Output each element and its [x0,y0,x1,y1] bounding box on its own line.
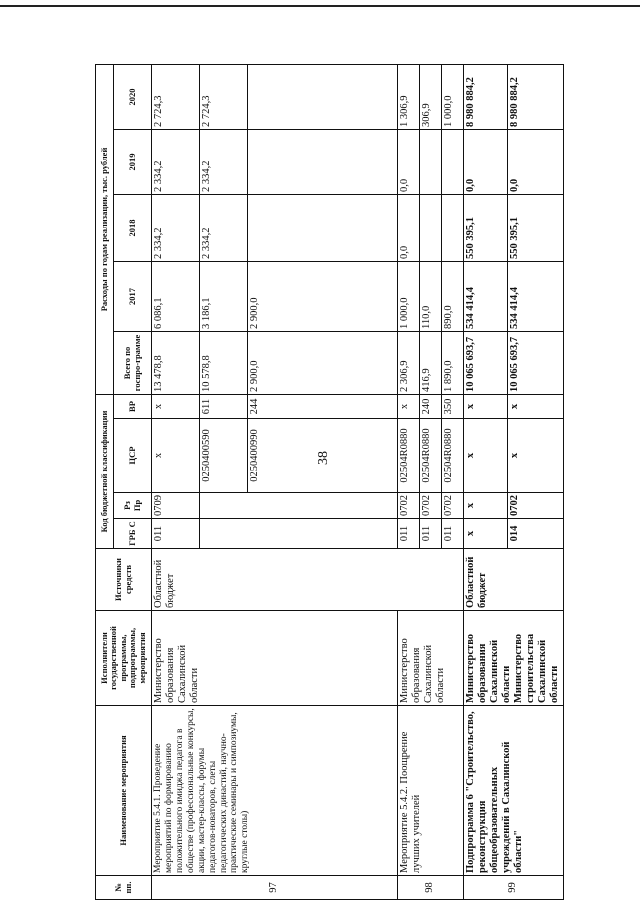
cell-2017: 534 414,4 [507,262,563,332]
cell-grbs: 014 [507,519,563,549]
cell-total: 416,9 [420,332,442,395]
executor: Министерство образования Сахалинской области [152,611,398,706]
cell-total: 13 478,8 [152,332,200,395]
cell-grbs: 011 [420,519,442,549]
cell-vr: 240 [420,395,442,419]
cell-2019-empty [248,130,398,195]
cell-total: 10 578,8 [200,332,248,395]
cell-2018-empty [442,195,464,262]
cell-rzpr: 0702 [420,493,442,519]
cell-2018: 2 334,2 [200,195,248,262]
cell-csr: 0250400990 [248,419,398,493]
budget-table-rotated [95,65,560,900]
top-rule [0,5,640,7]
cell-vr: x [507,395,563,419]
cell-2018: 2 334,2 [152,195,200,262]
measure-name: Мероприятие 5.4.2. Поощрение лучших учителей [398,706,464,876]
cell-2019: 2 334,2 [152,130,200,195]
row-number: 98 [398,876,464,900]
cell-csr: x [507,419,563,493]
cell-rzpr: x [464,493,508,519]
cell-2019: 2 334,2 [200,130,248,195]
row-number: 97 [152,876,398,900]
table-row [398,64,420,899]
header-executor: Исполнители государственной программы, подпрограммы, мероприятия [96,611,152,706]
cell-2020: 2 724,3 [200,64,248,129]
cell-csr: 02504R0880 [420,419,442,493]
cell-vr: 350 [442,395,464,419]
cell-total: 10 065 693,7 [464,332,508,395]
cell-csr: x [152,419,200,493]
cell-vr: 611 [200,395,248,419]
cell-vr: x [398,395,420,419]
cell-2020: 306,9 [420,64,442,129]
cell-2017: 110,0 [420,262,442,332]
executor: Министерство образования Сахалинской области [398,611,464,706]
cell-2018-empty [248,195,398,262]
cell-grbs: 011 [442,519,464,549]
cell-2017: 2 900,0 [248,262,398,332]
funding-source: Областной бюджет [464,549,564,611]
cell-2017: 3 186,1 [200,262,248,332]
cell-2019: 0,0 [398,130,420,195]
cell-2017: 890,0 [442,262,464,332]
cell-total: 2 900,0 [248,332,398,395]
page-number: 38 [316,451,331,465]
cell-2018: 0,0 [398,195,420,262]
cell-grbs: 011 [152,519,200,549]
cell-2019-empty [420,130,442,195]
cell-vr: x [152,395,200,419]
cell-total: 1 890,0 [442,332,464,395]
cell-rzpr: 0702 [507,493,563,519]
cell-vr: x [464,395,508,419]
cell-grbs: x [464,519,508,549]
header-total: Всего по госпро-грамме [114,332,152,395]
executor [464,611,564,706]
header-code-group: Код бюджетной классификации [96,395,114,549]
header-2020: 2020 [114,64,152,129]
header-vr: ВР [114,395,152,419]
funding-source: Областной бюджет [152,549,464,611]
cell-2020: 2 724,3 [152,64,200,129]
cell-2020: 1 000,0 [442,64,464,129]
cell-rzpr: 0709 [152,493,200,519]
cell-rzpr: 0702 [442,493,464,519]
cell-2020: 8 980 884,2 [464,64,508,129]
cell-total: 10 065 693,7 [507,332,563,395]
cell-2020: 8 980 884,2 [507,64,563,129]
cell-2019-empty [442,130,464,195]
cell-2018: 550 395,1 [507,195,563,262]
cell-2020: 1 306,9 [398,64,420,129]
header-expense-group: Расходы по годам реализации, тыс. рублей [96,64,114,394]
executor-construction: Министерство строительства Сахалинской области [513,633,561,703]
cell-grbs: 011 [398,519,420,549]
header-2018: 2018 [114,195,152,262]
header-2017: 2017 [114,262,152,332]
cell-rzpr: 0702 [398,493,420,519]
cell-csr: 0250400590 [200,419,248,493]
cell-2017: 1 000,0 [398,262,420,332]
cell-csr: 02504R0880 [442,419,464,493]
header-rzpr: Рз Пр [114,493,152,519]
executor-education: Министерство образования Сахалинской области [465,633,513,703]
cell-2018: 550 395,1 [464,195,508,262]
table-row [152,64,200,899]
header-source: Источники средств [96,549,152,611]
header-name: Наименование мероприятия [96,706,152,876]
cell-csr: 02504R0880 [398,419,420,493]
measure-name: Мероприятие 5.4.1. Проведение мероприятий по формированию положительного имиджа педагога в обществе (профессиональные конкурсы, акции, мастер-классы, форумы педагогов-новаторов, слеты педагогических династий, научно-практические семинары и симпозиумы, круглые столы) [152,706,398,876]
table-row [464,64,508,899]
subprogram-name: Подпрограмма 6 "Строительство, реконструкция общеобразовательных учреждений в Сахалинской области" [464,706,564,876]
cell-2019: 0,0 [507,130,563,195]
budget-table [95,64,564,900]
cell-2020-empty [248,64,398,129]
header-num: № пп. [96,876,152,900]
header-grbs: ГРБ С [114,519,152,549]
cell-2019: 0,0 [464,130,508,195]
header-2019: 2019 [114,130,152,195]
cell-vr: 244 [248,395,398,419]
cell-2017: 6 086,1 [152,262,200,332]
row-number: 99 [464,876,564,900]
header-csr: ЦСР [114,419,152,493]
cell-2018-empty [420,195,442,262]
cell-rzpr-empty [200,493,398,519]
cell-grbs-empty [200,519,398,549]
cell-2017: 534 414,4 [464,262,508,332]
cell-total: 2 306,9 [398,332,420,395]
budget-table-sheet [95,65,560,900]
cell-csr: x [464,419,508,493]
